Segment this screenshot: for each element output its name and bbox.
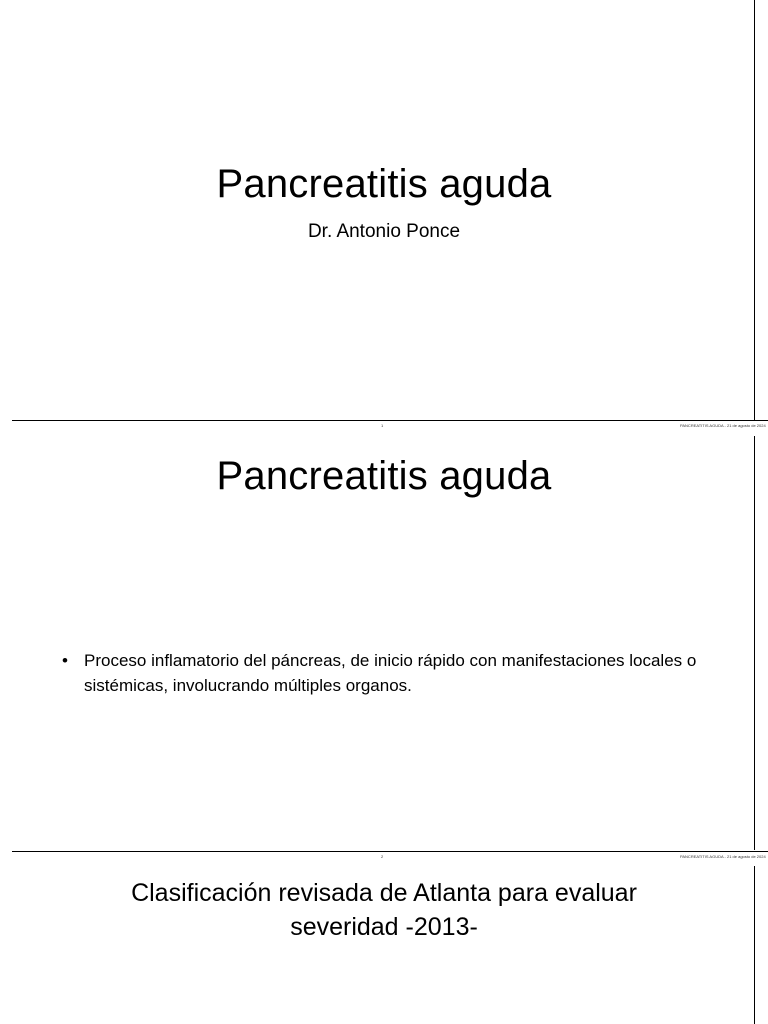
slide-1-separator [12, 420, 768, 421]
slide-3 [0, 866, 768, 1024]
slide-1-footer: PANCREATITIS AGUDA - 21 de agosto de 2024 [680, 423, 766, 428]
slide-2-page-number: 2 [381, 854, 384, 859]
slide-2-footer: PANCREATITIS AGUDA - 21 de agosto de 2024 [680, 854, 766, 859]
slide-1 [0, 0, 768, 430]
slide-2-separator [12, 851, 768, 852]
slide-1-page-number: 1 [381, 423, 384, 428]
slide-3-title-line-2: severidad -2013- [290, 913, 478, 941]
slide-1-title: Pancreatitis aguda [216, 162, 552, 206]
slide-2-bullet-text: Proceso inflamatorio del páncreas, de inicio rápido con manifestaciones locales o sistémicas, involucrando múltiples organos. [84, 651, 697, 695]
slide-2-bullet-item [62, 648, 722, 700]
slide-2-title: Pancreatitis aguda [216, 454, 552, 498]
slide-3-title-line-1: Clasificación revisada de Atlanta para evaluar [131, 879, 637, 907]
slide-1-subtitle: Dr. Antonio Ponce [307, 221, 461, 242]
bullet-marker: • [62, 651, 68, 670]
slide-2 [0, 430, 768, 860]
